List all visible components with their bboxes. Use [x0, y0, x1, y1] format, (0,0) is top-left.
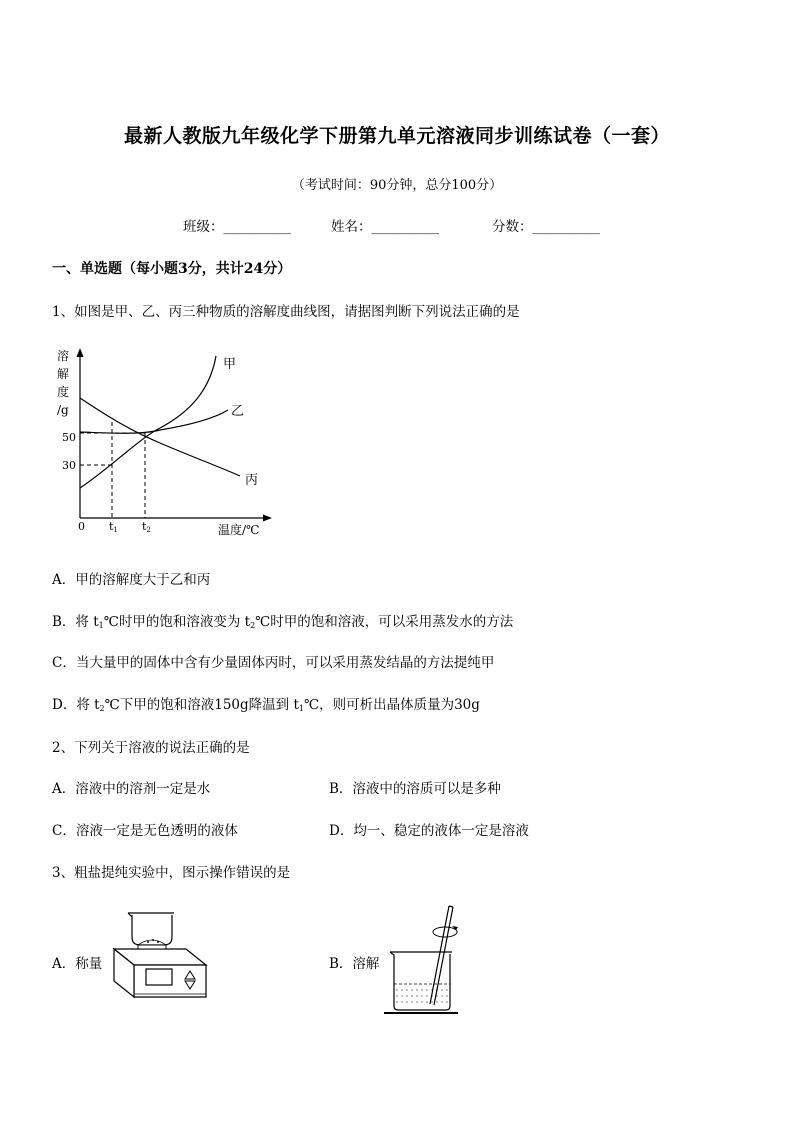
q2-option-a: A．溶液中的溶剂一定是水: [52, 781, 211, 797]
y-label-char-3: 度: [57, 385, 70, 399]
exam-info: （考试时间：90分钟，总分100分）: [291, 178, 503, 193]
x-tick-t2: t2: [142, 520, 151, 534]
score-label: 分数：: [492, 219, 533, 235]
curve-yi: [80, 410, 228, 433]
class-field: [183, 215, 291, 235]
curve-label-yi: 乙: [231, 404, 245, 419]
name-field: [331, 215, 439, 235]
y-tick-30: 30: [62, 459, 76, 472]
q2-option-b: B．溶液中的溶质可以是多种: [329, 781, 501, 797]
name-blank: __________: [371, 219, 439, 235]
score-blank: __________: [532, 219, 600, 235]
x-tick-t1: t1: [109, 520, 118, 534]
question-1-stem: 1、如图是甲、乙、丙三种物质的溶解度曲线图，请据图判断下列说法正确的是: [52, 304, 520, 320]
q1-option-b: B．将 $t_1℃$时甲的饱和溶液变为 $t_2℃$时甲的饱和溶液，可以采用蒸发水的方法: [52, 614, 514, 630]
origin-label: 0: [78, 520, 85, 533]
x-axis-arrow: [263, 515, 272, 522]
balance-weighing-illustration: [108, 905, 213, 1005]
solubility-curve-graph: [50, 340, 290, 545]
class-label: 班级：: [183, 219, 224, 235]
y-tick-50: 50: [62, 431, 76, 444]
y-label-char-2: 解: [57, 367, 70, 381]
name-label: 姓名：: [331, 219, 372, 235]
q1-option-c: C．当大量甲的固体中含有少量固体丙时，可以采用蒸发结晶的方法提纯甲: [52, 655, 495, 671]
question-2-stem: 2、下列关于溶液的说法正确的是: [52, 740, 250, 756]
y-axis-arrow: [77, 348, 84, 357]
y-unit: /g: [57, 403, 69, 417]
curve-label-jia: 甲: [223, 357, 237, 372]
page-title: 最新人教版九年级化学下册第九单元溶液同步训练试卷（一套）: [123, 125, 670, 147]
section-heading: 一、单选题（每小题3分，共计24分）: [52, 261, 292, 277]
dissolving-stirring-illustration: [382, 902, 464, 1018]
y-label-char-1: 溶: [57, 349, 70, 363]
class-blank: __________: [223, 219, 291, 235]
q2-option-c: C．溶液一定是无色透明的液体: [52, 823, 238, 839]
question-3-stem: 3、粗盐提纯实验中，图示操作错误的是: [52, 865, 291, 881]
q3-option-b: B．溶解: [329, 956, 380, 972]
q3-option-a: A．称量: [52, 956, 103, 972]
curve-label-bing: 丙: [245, 473, 259, 488]
x-label: 温度/℃: [218, 523, 260, 537]
curve-bing: [80, 398, 240, 476]
score-field: [492, 215, 600, 235]
q1-option-d: D．将 $t_2℃$下甲的饱和溶液150g降温到 $t_1℃$，则可析出晶体质量为30g: [52, 697, 480, 713]
q1-option-a: A．甲的溶解度大于乙和丙: [52, 572, 211, 588]
q2-option-d: D．均一、稳定的液体一定是溶液: [329, 823, 529, 839]
